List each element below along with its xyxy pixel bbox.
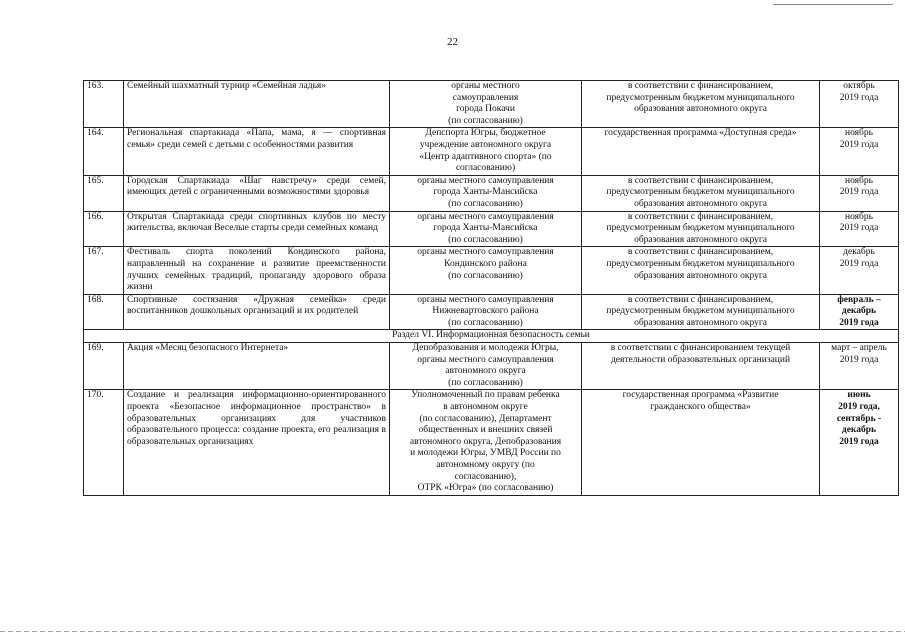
executor-line: «Центр адаптивного спорта» (по — [419, 151, 552, 162]
row-number: 165. — [84, 175, 124, 211]
financing-line: государственная программа «Доступная среда» — [604, 128, 797, 139]
term-line: 2019 года — [839, 139, 879, 150]
executor-line: города Ханты-Мансийска — [433, 187, 538, 198]
financing-cell — [582, 128, 820, 175]
executor-line: органы местного самоуправления — [417, 247, 554, 258]
table-row — [84, 211, 899, 247]
executor-line: (по согласованию), Департамент — [419, 413, 552, 424]
financing-line: предусмотренным бюджетом муниципального — [606, 92, 795, 103]
financing-cell — [582, 343, 820, 390]
row-number: 163. — [84, 81, 124, 128]
executor-line: самоуправления — [452, 92, 519, 103]
financing-line: образования автономного округа — [634, 270, 767, 281]
financing-line: образования автономного округа — [634, 234, 767, 245]
financing-line: предусмотренным бюджетом муниципального — [606, 306, 795, 317]
financing-line: государственная программа «Развитие — [622, 390, 779, 401]
executor-line: (по согласованию) — [448, 234, 523, 245]
term-line: 2019 года — [839, 187, 879, 198]
term-line: ноябрь — [845, 211, 873, 222]
bottom-scan-rule — [0, 631, 905, 632]
executor-line: и молодежи Югры, УМВД России по — [410, 448, 561, 459]
financing-line: в соответствии с финансированием текущей — [610, 343, 791, 354]
financing-line: деятельности образовательных организаций — [610, 354, 791, 365]
financing-line: образования автономного округа — [634, 198, 767, 209]
term-cell — [820, 211, 899, 247]
table-row — [84, 128, 899, 175]
event-name: Спортивные состязания «Дружная семейка» среди воспитанников дошкольных организаций и их родителей — [124, 294, 390, 330]
term-line: 2019 года — [839, 223, 879, 234]
executor-cell — [390, 211, 582, 247]
term-cell — [820, 128, 899, 175]
term-cell — [820, 294, 899, 330]
row-number: 170. — [84, 390, 124, 495]
financing-line: в соответствии с финансированием, — [627, 175, 774, 186]
executor-line: согласованию) — [455, 163, 516, 174]
event-name: Открытая Спартакиада среди спортивных клубов по месту жительства, включая Веселые старты среди семейных команд — [124, 211, 390, 247]
executor-line: (по согласованию) — [448, 115, 523, 126]
event-name: Акция «Месяц безопасного Интернета» — [124, 343, 390, 390]
executor-line: органы местного самоуправления — [417, 175, 554, 186]
events-table — [83, 80, 899, 496]
executor-line: Нижневартовского района — [432, 306, 539, 317]
table-row — [84, 390, 899, 495]
table-body — [84, 81, 899, 496]
executor-cell — [390, 343, 582, 390]
row-number: 164. — [84, 128, 124, 175]
executor-cell — [390, 128, 582, 175]
financing-line: в соответствии с финансированием, — [627, 247, 774, 258]
row-number: 169. — [84, 343, 124, 390]
term-line: июнь — [847, 390, 871, 401]
term-line: 2019 года, — [838, 402, 880, 413]
financing-line: образования автономного округа — [634, 104, 767, 115]
executor-line: Депобразования и молодежи Югры, — [412, 343, 559, 354]
event-name: Городская Спартакиада «Шаг навстречу» среди семей, имеющих детей с ограниченными возможностями здоровья — [124, 175, 390, 211]
term-line: 2019 года — [839, 258, 879, 269]
executor-cell — [390, 294, 582, 330]
executor-line: ОТРК «Югра» (по согласованию) — [417, 483, 554, 494]
term-cell — [820, 390, 899, 495]
executor-line: города Ханты-Мансийска — [433, 223, 538, 234]
term-line: декабрь — [841, 425, 877, 436]
financing-cell — [582, 390, 820, 495]
financing-line: предусмотренным бюджетом муниципального — [606, 258, 795, 269]
executor-line: автономному округу (по — [436, 460, 535, 470]
financing-cell — [582, 294, 820, 330]
term-line: 2019 года — [839, 92, 879, 103]
section-title: Раздел VI. Информационная безопасность семьи — [84, 330, 899, 343]
financing-cell — [582, 81, 820, 128]
executor-cell — [390, 247, 582, 294]
financing-line: предусмотренным бюджетом муниципального — [606, 223, 795, 234]
financing-line: в соответствии с финансированием, — [627, 81, 774, 91]
table-row — [84, 343, 899, 390]
term-line: 2019 года — [839, 354, 879, 365]
financing-line: в соответствии с финансированием, — [627, 211, 774, 222]
executor-line: органы местного самоуправления — [417, 294, 554, 305]
executor-line: согласованию), — [454, 471, 517, 482]
term-cell — [820, 343, 899, 390]
page-number: 22 — [447, 36, 458, 48]
table-row — [84, 81, 899, 128]
term-cell — [820, 175, 899, 211]
executor-line: Кондинского района — [444, 258, 527, 269]
executor-cell — [390, 81, 582, 128]
term-line: февраль – — [837, 294, 881, 305]
term-line: октябрь — [843, 81, 875, 91]
executor-line: (по согласованию) — [448, 377, 523, 388]
executor-line: общественных и внешних связей — [418, 425, 553, 436]
term-line: март – апрель — [831, 343, 887, 354]
event-name: Создание и реализация информационно-ориентированного проекта «Безопасное информационное пространство» в образовательных организациях для участников образовательного процесса: создание проекта, его реализация в образовательных организациях — [124, 390, 390, 495]
financing-line: образования автономного округа — [634, 317, 767, 328]
executor-line: в автономном округе — [443, 402, 528, 413]
section-row — [84, 330, 899, 343]
executor-line: учреждение автономного округа — [419, 139, 552, 150]
term-line: сентябрь - — [836, 413, 882, 424]
top-scan-rule — [773, 4, 893, 5]
executor-line: автономного округа — [445, 366, 526, 377]
term-line: ноябрь — [845, 128, 873, 139]
financing-line: гражданского общества» — [650, 402, 751, 413]
executor-line: органы местного — [451, 81, 520, 91]
executor-cell — [390, 175, 582, 211]
financing-line: предусмотренным бюджетом муниципального — [606, 187, 795, 198]
executor-line: (по согласованию) — [448, 198, 523, 209]
event-name: Семейный шахматный турнир «Семейная ладья» — [124, 81, 390, 128]
event-name: Фестиваль спорта поколений Кондинского района, направленный на сохранение и развитие преемственности лучших семейных традиций, пропаганду здорового образа жизни — [124, 247, 390, 294]
executor-line: города Покачи — [456, 104, 515, 115]
term-line: декабрь — [843, 247, 875, 258]
financing-cell — [582, 247, 820, 294]
financing-cell — [582, 211, 820, 247]
term-cell — [820, 81, 899, 128]
term-line: 2019 года — [839, 436, 879, 447]
event-name: Региональная спартакиада «Папа, мама, я — спортивная семья» среди семей с детьми с особенностями развития — [124, 128, 390, 175]
executor-line: органы местного самоуправления — [417, 354, 554, 365]
executor-line: органы местного самоуправления — [417, 211, 554, 222]
term-cell — [820, 247, 899, 294]
row-number: 167. — [84, 247, 124, 294]
financing-line: в соответствии с финансированием, — [627, 294, 774, 305]
row-number: 168. — [84, 294, 124, 330]
term-line: ноябрь — [845, 175, 873, 186]
executor-line: автономного округа, Депобразования — [409, 436, 562, 447]
executor-line: (по согласованию) — [448, 270, 523, 281]
executor-cell — [390, 390, 582, 495]
executor-line: (по согласованию) — [448, 317, 523, 328]
table-row — [84, 294, 899, 330]
table-row — [84, 247, 899, 294]
table-row — [84, 175, 899, 211]
term-line: 2019 года — [839, 317, 879, 328]
financing-cell — [582, 175, 820, 211]
executor-line: Уполномоченный по правам ребенка — [411, 390, 560, 401]
row-number: 166. — [84, 211, 124, 247]
term-line: декабрь — [841, 306, 877, 317]
executor-line: Депспорта Югры, бюджетное — [425, 128, 546, 139]
